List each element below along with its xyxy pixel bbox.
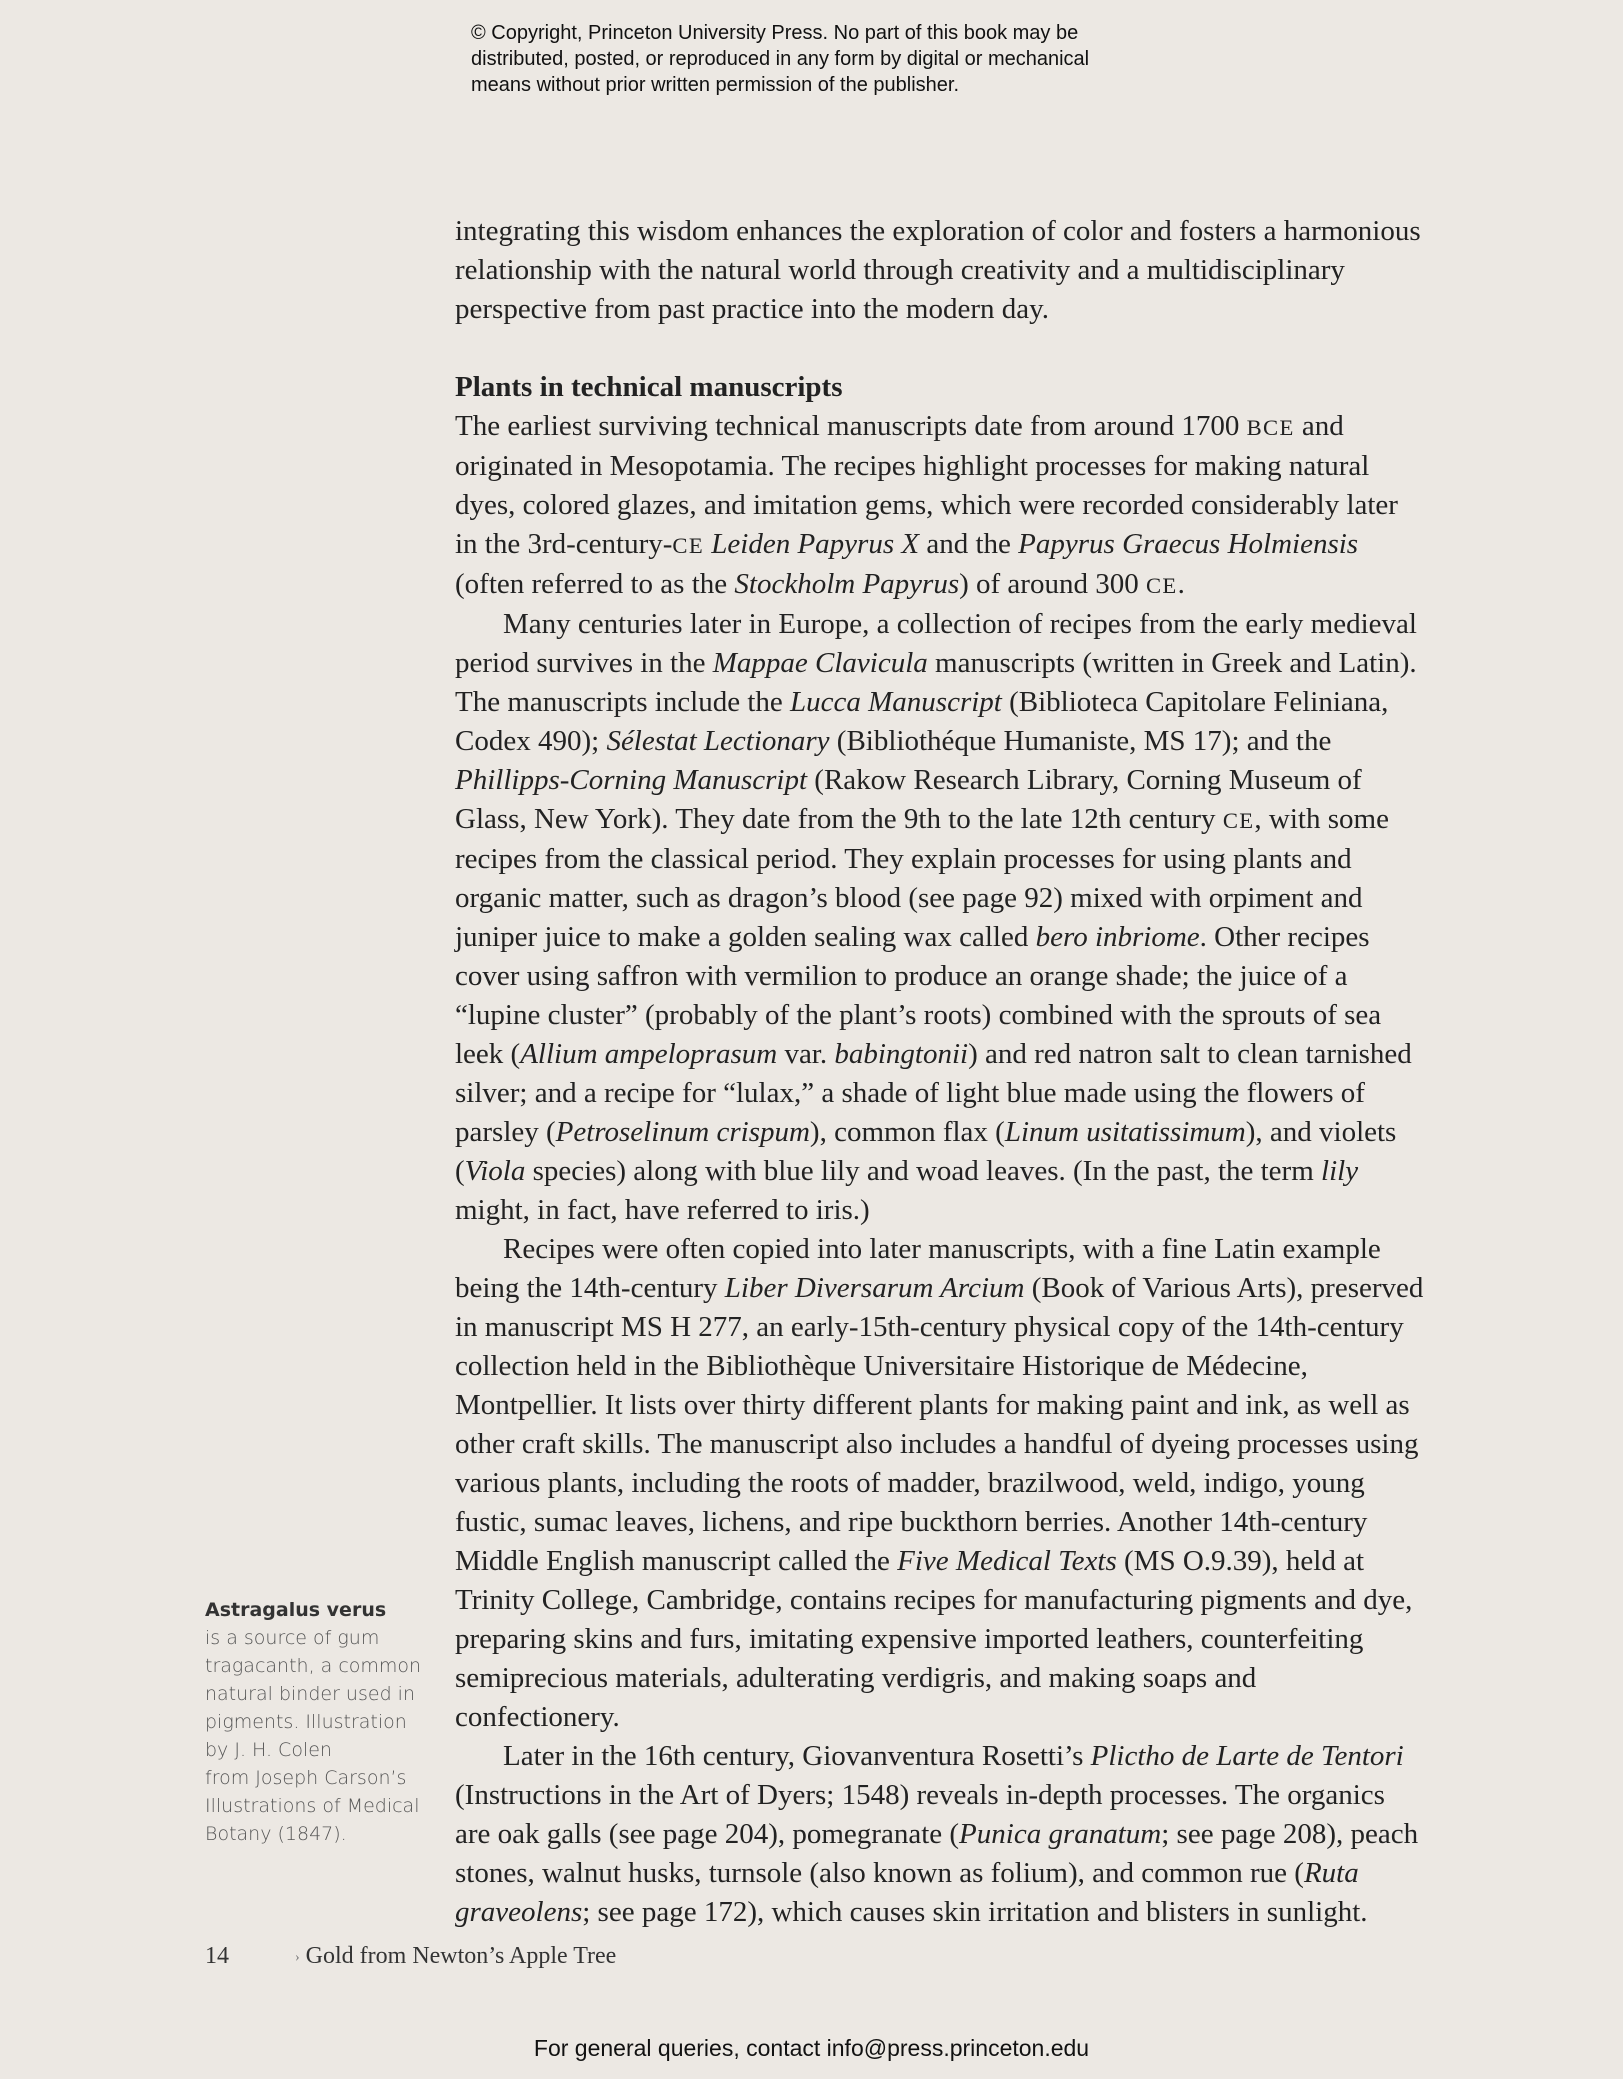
- era-abbreviation: CE: [672, 533, 705, 558]
- text-run: ) of around 300: [959, 568, 1146, 600]
- text-run: , with some recipes from the classical period. They explain processes for using plants and organic matter, such as dragon’s blood (see page 92) mixed with orpiment and juniper juice to make a golden sealing wax called: [455, 803, 1389, 953]
- paragraph-4: [455, 1737, 1425, 1932]
- text-run: . Other recipes cover using saffron with vermilion to produce an orange shade; the juice of a “lupine cluster” (probably of the plant’s roots) combined with the sprouts of sea leek (: [455, 921, 1382, 1070]
- running-title: Gold from Newton’s Apple Tree: [305, 1943, 617, 1969]
- text-run: (Biblioteca Capitolare Feliniana, Codex 490);: [455, 686, 1389, 757]
- section-heading: Plants in technical manuscripts: [455, 371, 843, 403]
- era-abbreviation: CE: [1145, 573, 1178, 598]
- text-run: .: [1177, 568, 1185, 600]
- italic-species: Punica granatum: [959, 1818, 1162, 1850]
- text-run: manuscripts (written in Greek and Latin). The manuscripts include the: [455, 647, 1417, 718]
- copyright-notice: [471, 20, 1191, 98]
- text-run: Later in the 16th century, Giovanventura Rosetti’s: [503, 1740, 1091, 1772]
- text-run: The earliest surviving technical manuscripts date from around 1700: [455, 410, 1247, 442]
- caption-title: Astragalus verus: [205, 1599, 387, 1621]
- paragraph-2: [455, 605, 1425, 1230]
- copyright-line: © Copyright, Princeton University Press. No part of this book may be: [471, 22, 1079, 44]
- text-run: ) and red natron salt to clean tarnished silver; and a recipe for “lulax,” a shade of light blue made using the flowers of parsley (: [455, 1038, 1412, 1148]
- paragraph-3: [455, 1230, 1425, 1737]
- caption-line: Botany (1847).: [205, 1823, 347, 1845]
- italic-title: Mappae Clavicula: [712, 647, 928, 679]
- italic-species: Allium ampeloprasum: [520, 1038, 778, 1070]
- era-abbreviation: BCE: [1246, 415, 1295, 440]
- page-number: 14: [205, 1943, 229, 1969]
- caption-line: is a source of gum: [205, 1627, 380, 1649]
- text-run: and the: [919, 528, 1019, 560]
- italic-title: Stockholm Papyrus: [734, 568, 960, 600]
- copyright-line: distributed, posted, or reproduced in any form by digital or mechanical: [471, 48, 1090, 70]
- text-run: ), common flax (: [809, 1116, 1005, 1148]
- chevron-right-icon: ›: [295, 1950, 300, 1965]
- text-run: (Rakow Research Library, Corning Museum of Glass, New York). They date from the 9th to the late 12th century: [455, 764, 1362, 835]
- italic-species: Linum usitatissimum: [1004, 1116, 1246, 1148]
- italic-species: Viola: [464, 1155, 526, 1187]
- text-run: ), and violets (: [455, 1116, 1397, 1187]
- main-text-column: [455, 212, 1425, 1932]
- era-abbreviation: CE: [1222, 808, 1255, 833]
- text-run: ; see page 208), peach stones, walnut husks, turnsole (also known as folium), and common rue (: [455, 1818, 1419, 1889]
- contact-notice: For general queries, contact info@press.princeton.edu: [533, 2035, 1090, 2061]
- italic-term: lily: [1321, 1155, 1359, 1187]
- page-footer: [205, 1941, 616, 1973]
- text-run: ; see page 172), which causes skin irritation and blisters in sunlight.: [582, 1896, 1368, 1928]
- italic-title: Liber Diversarum Arcium: [724, 1272, 1025, 1304]
- intro-paragraph: integrating this wisdom enhances the exploration of color and fosters a harmonious relationship with the natural world through creativity and a multidisciplinary perspective from past practice into the modern day.: [455, 215, 1421, 325]
- caption-line: Illustrations of Medical: [205, 1795, 420, 1817]
- italic-title: Lucca Manuscript: [790, 686, 1002, 718]
- text-run: species) along with blue lily and woad leaves. (In the past, the term: [525, 1155, 1322, 1187]
- caption-line: by J. H. Colen: [205, 1739, 332, 1761]
- italic-title: Five Medical Texts: [897, 1545, 1117, 1577]
- caption-line: pigments. Illustration: [205, 1711, 407, 1733]
- italic-title: Phillipps-Corning Manuscript: [455, 764, 808, 796]
- italic-species: Ruta graveolens: [455, 1857, 1359, 1928]
- italic-species: babingtonii: [834, 1038, 969, 1070]
- text-run: (MS O.9.39), held at Trinity College, Cambridge, contains recipes for manufacturing pigments and dye, preparing skins and furs, imitating expensive imported leathers, counterfeiting semiprecious materials, adulterating verdigris, and making soaps and confectionery.: [455, 1545, 1413, 1733]
- text-run: (Book of Various Arts), preserved in manuscript MS H 277, an early-15th-century physical copy of the 14th-century collection held in the Bibliothèque Universitaire Historique de Médecine, Montpellier. It lists over thirty different plants for making paint and ink, as well as other craft skills. The manuscript also includes a handful of dyeing processes using various plants, including the roots of madder, brazilwood, weld, indigo, young fustic, sumac leaves, lichens, and ripe buckthorn berries. Another 14th-century Middle English manuscript called the: [455, 1272, 1424, 1577]
- text-run: (Instructions in the Art of Dyers; 1548) reveals in-depth processes. The organics are oak galls (see page 204), pomegranate (: [455, 1779, 1385, 1850]
- italic-title: Sélestat Lectionary: [606, 725, 830, 757]
- caption-line: tragacanth, a common: [205, 1655, 422, 1677]
- italic-term: bero inbriome: [1035, 921, 1200, 953]
- caption-line: from Joseph Carson’s: [205, 1767, 407, 1789]
- italic-title: Papyrus Graecus Holmiensis: [1018, 528, 1359, 560]
- italic-title: Leiden Papyrus X: [711, 528, 920, 560]
- italic-title: Plictho de Larte de Tentori: [1090, 1740, 1404, 1772]
- figure-caption: [205, 1596, 422, 1848]
- text-run: might, in fact, have referred to iris.): [455, 1194, 870, 1226]
- text-run: Recipes were often copied into later manuscripts, with a fine Latin example being the 14th-century: [455, 1233, 1381, 1304]
- text-run: var.: [777, 1038, 835, 1070]
- italic-species: Petroselinum crispum: [555, 1116, 810, 1148]
- text-run: Many centuries later in Europe, a collection of recipes from the early medieval period survives in the: [455, 608, 1417, 679]
- text-run: and originated in Mesopotamia. The recipes highlight processes for making natural dyes, colored glazes, and imitation gems, which were recorded considerably later in the 3rd-century-: [455, 410, 1398, 560]
- caption-line: natural binder used in: [205, 1683, 415, 1705]
- paragraph-1: [455, 407, 1425, 605]
- text-run: (Bibliothéque Humaniste, MS 17); and the: [829, 725, 1332, 757]
- copyright-line: means without prior written permission of the publisher.: [471, 74, 960, 96]
- text-run: (often referred to as the: [455, 568, 735, 600]
